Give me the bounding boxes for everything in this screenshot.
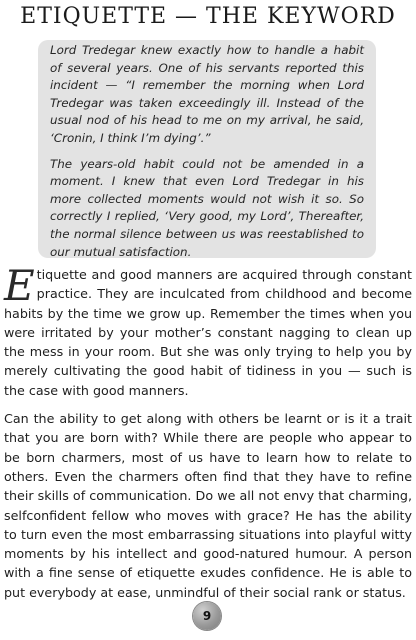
body-paragraph: Can the ability to get along with others be learnt or is it a trait that you are born with? While there are people who appear to be born charmers, most of us have to learn how to relate to others. Even the charmers often find that they have to refine their skills of communication. Do we all not envy that charming, selfconfident fellow who moves with grace? He has the ability to turn even the most embarrassing situations into playful witty moments by his intellect and good-natured humour. A person with a fine sense of etiquette exudes confidence. He is able to put everybody at ease, unmindful of their social rank or status. bbox=[4, 411, 412, 600]
body-paragraph bbox=[4, 261, 412, 400]
page-number: 9 bbox=[193, 602, 221, 630]
anecdote-paragraph: Lord Tredegar knew exactly how to handle a habit of several years. One of his servants reported this incident — “I remember the morning when Lord Tredegar was taken exceedingly ill. Instead of the usual nod of his head to me on my arrival, he said, ‘Cronin, I think I’m dying’.” bbox=[50, 43, 364, 145]
body-paragraph-text: tiquette and good manners are acquired through constant practice. They are inculcated from childhood and become habits by the time we grow up. Remember the times when you were irritated by your mother’s constant nagging to clean up the mess in your room. But she was only trying to help you by merely cultivating the good habit of tidiness in you — such is the case with good manners. bbox=[4, 267, 412, 398]
body-text bbox=[4, 261, 412, 611]
page-title: ETIQUETTE — THE KEYWORD bbox=[20, 4, 396, 29]
anecdote-box bbox=[38, 40, 376, 258]
anecdote-paragraph: The years-old habit could not be amended in a moment. I knew that even Lord Tredegar in his more collected moments would not wish it so. So correctly I replied, ‘Very good, my Lord’, Thereafter, the normal silence between us was reestablished to our mutual satisfaction. bbox=[50, 156, 364, 259]
drop-cap: E bbox=[4, 261, 35, 310]
